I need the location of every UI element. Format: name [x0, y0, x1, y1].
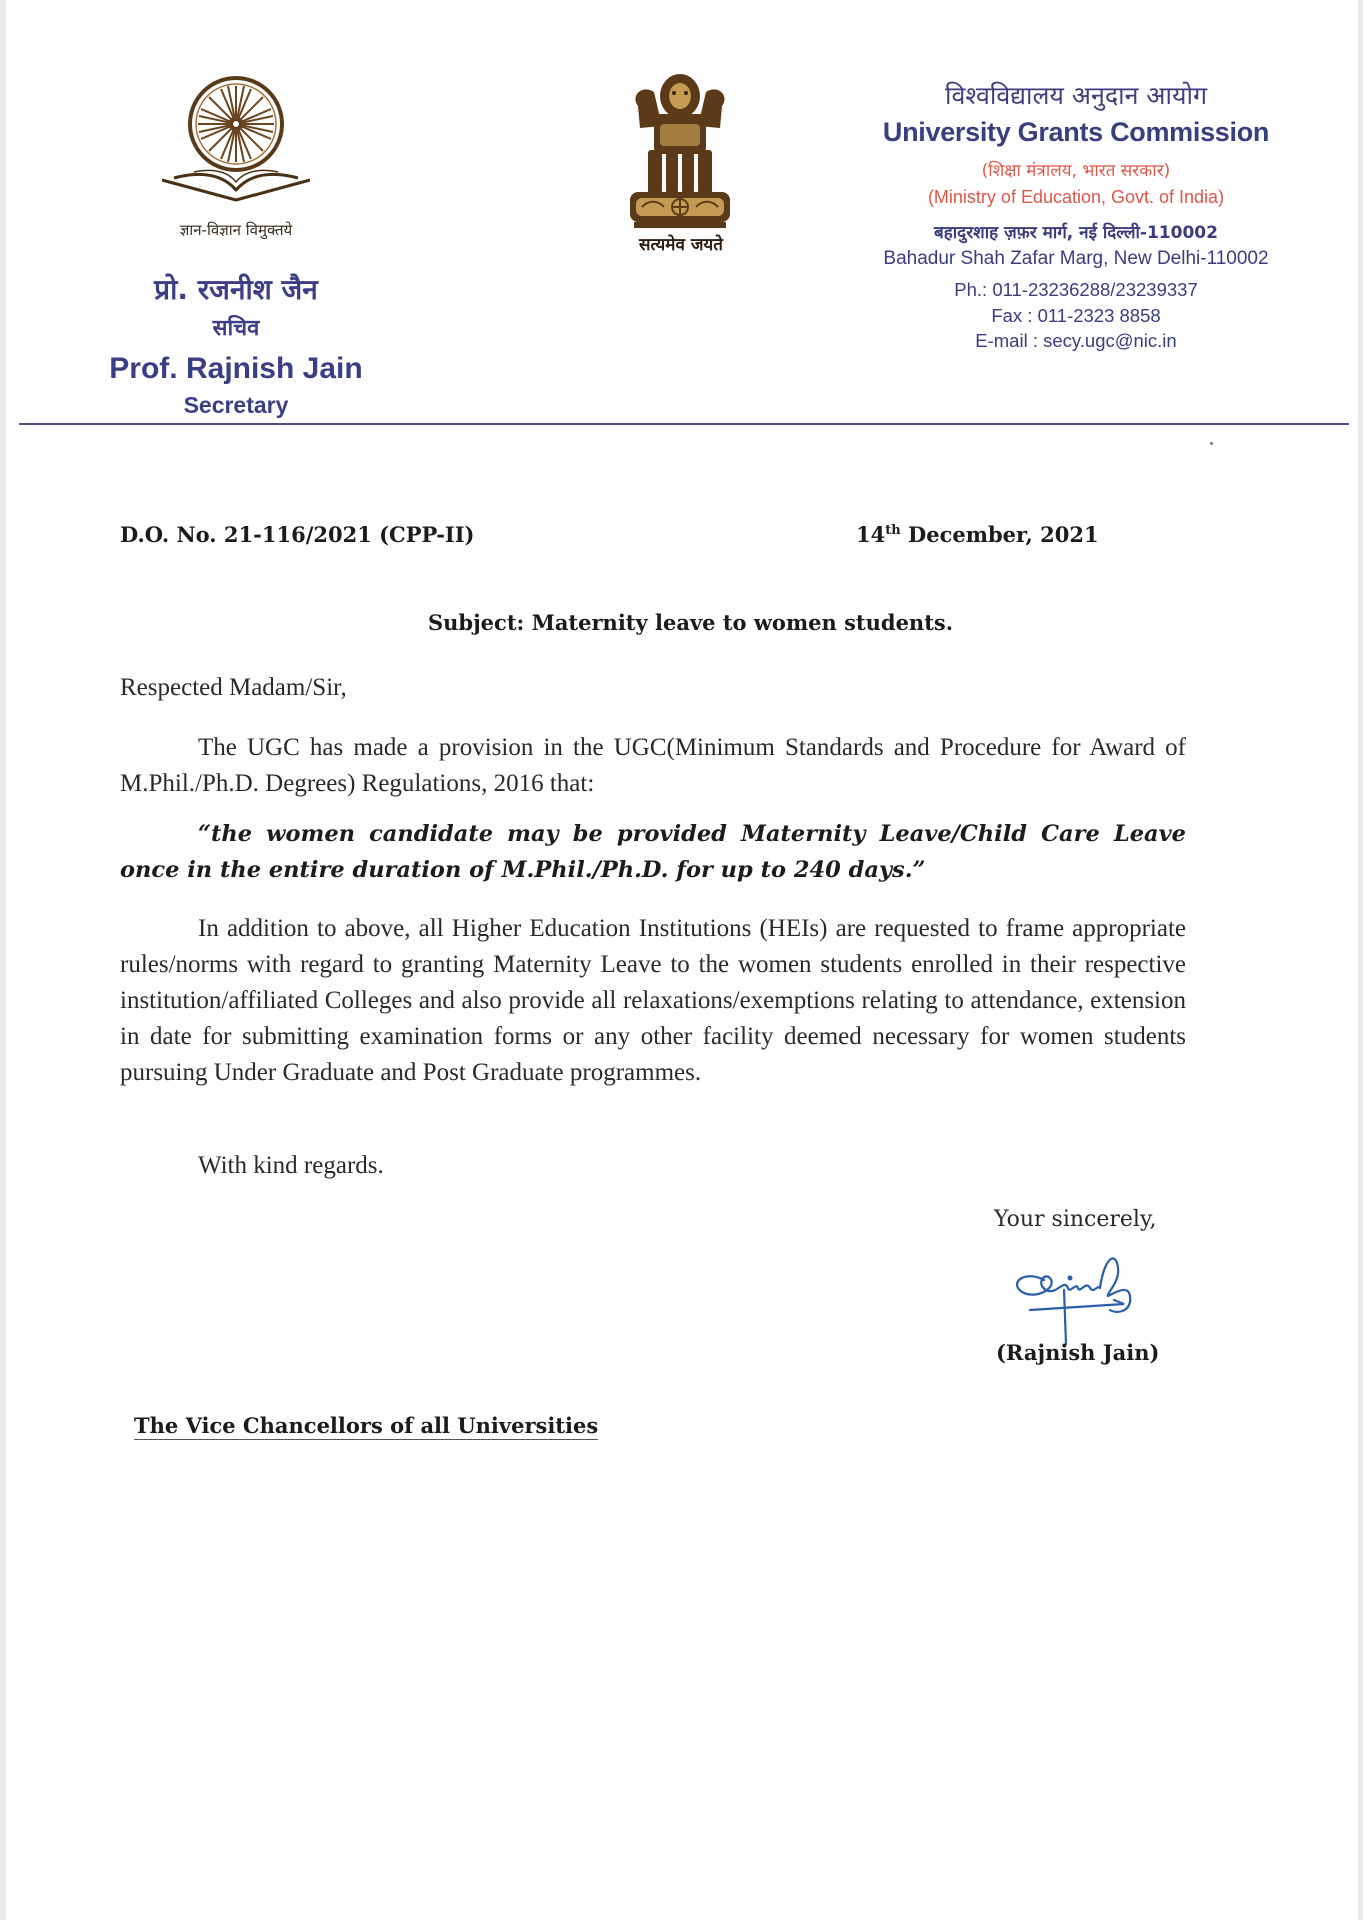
subject-line: Subject: Maternity leave to women students. [427, 610, 954, 635]
regulation-quote: “the women candidate may be provided Maternity Leave/Child Care Leave once in the entire duration of M.Phil./Ph.D. for up to 240 days.” [120, 821, 1186, 883]
reference-number: D.O. No. 21-116/2021 (CPP-II) [120, 522, 475, 547]
signer-name: (Rajnish Jain) [996, 1340, 1160, 1365]
address-english: Bahadur Shah Zafar Marg, New Delhi-110002 [883, 247, 1269, 269]
salutation: Respected Madam/Sir, [120, 674, 347, 701]
ugc-chakra-logo-icon [154, 72, 318, 204]
phone-number: Ph.: 011-23236288/23239337 [954, 279, 1198, 301]
org-name-hindi: विश्वविद्यालय अनुदान आयोग [944, 81, 1208, 110]
date-suffix: th [885, 523, 901, 538]
organization-details [876, 82, 1276, 354]
addressee: The Vice Chancellors of all Universities [134, 1413, 599, 1438]
date-day: 14 [856, 522, 886, 547]
signature-icon [1006, 1248, 1156, 1346]
closing-line: Your sincerely, [994, 1207, 1157, 1232]
secretary-title: Secretary [183, 392, 289, 418]
emblem-motto: सत्यमेव जयते [639, 235, 723, 255]
fax-number: Fax : 011-2323 8858 [991, 304, 1161, 326]
secretary-name-hindi: प्रो. रजनीश जैन [154, 273, 318, 306]
regards-line: With kind regards. [198, 1152, 384, 1179]
national-emblem-icon [620, 66, 740, 234]
secretary-name: Prof. Rajnish Jain [109, 352, 363, 385]
email-address: E-mail : secy.ugc@nic.in [975, 330, 1177, 352]
letter-date [856, 522, 1099, 547]
scan-speck [1210, 442, 1213, 445]
address-hindi: बहादुरशाह ज़फ़र मार्ग, नई दिल्ली-110002 [934, 223, 1218, 244]
ministry-english: (Ministry of Education, Govt. of India) [927, 187, 1225, 208]
paragraph-2: In addition to above, all Higher Education Institutions (HEIs) are requested to frame appropriate rules/norms with regard to granting Maternity Leave to the women students enrolled in their respective institution/affiliated Colleges and also provide all relaxations/exemptions relating to attendance, extension in date for submitting examination forms or any other facility deemed necessary for women students pursuing Under Graduate and Post Graduate programmes. [120, 915, 1186, 1086]
paragraph-1: The UGC has made a provision in the UGC(Minimum Standards and Procedure for Award of M.Phil./Ph.D. Degrees) Regulations, 2016 that: [120, 734, 1186, 797]
secretary-title-hindi: सचिव [212, 316, 260, 341]
ministry-hindi: (शिक्षा मंत्रालय, भारत सरकार) [981, 160, 1171, 181]
header-divider [19, 423, 1349, 425]
ugc-motto: ज्ञान-विज्ञान विमुक्तये [179, 221, 293, 239]
date-rest: December, 2021 [900, 522, 1099, 547]
org-name-english: University Grants Commission [882, 116, 1270, 147]
